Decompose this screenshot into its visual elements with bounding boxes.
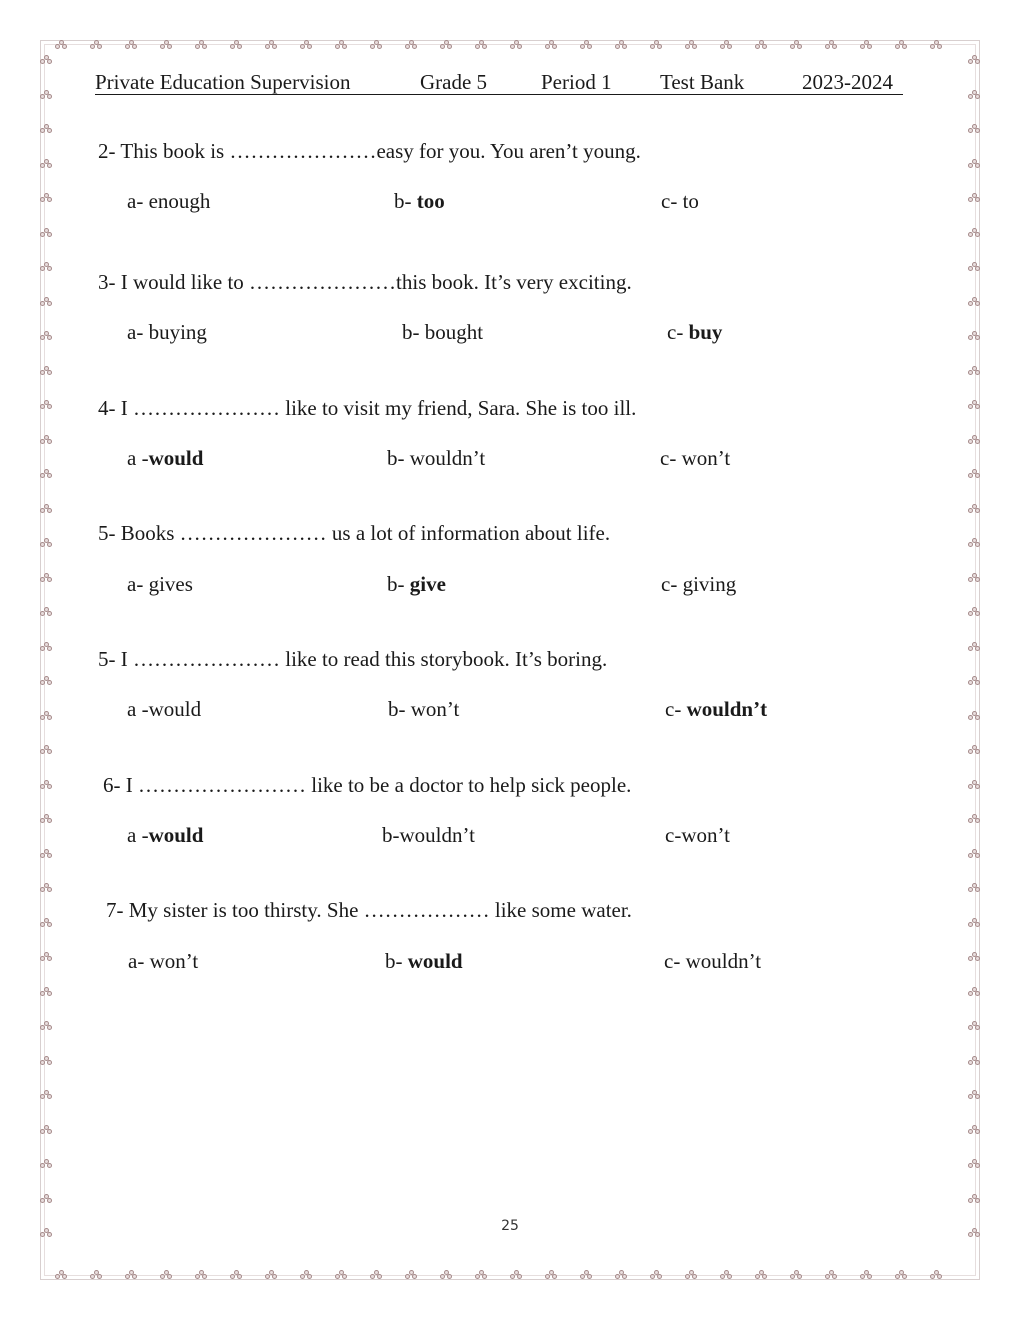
header-grade: Grade 5 [420, 70, 488, 94]
flower-ornament-icon [40, 90, 52, 100]
flower-ornament-icon [40, 814, 52, 824]
flower-ornament-icon [40, 780, 52, 790]
option-word-correct: would [148, 823, 204, 847]
option-a [127, 189, 210, 214]
flower-ornament-icon [968, 366, 980, 376]
flower-ornament-icon [968, 573, 980, 583]
option-b [385, 949, 463, 974]
flower-ornament-icon [968, 469, 980, 479]
flower-ornament-icon [968, 883, 980, 893]
header-period: Period 1 [541, 70, 612, 94]
flower-ornament-icon [40, 1194, 52, 1204]
flower-ornament-icon [968, 400, 980, 410]
flower-ornament-icon [968, 55, 980, 65]
option-word: would [148, 697, 202, 721]
question-5: 5- Books ………………… us a lot of information about life. [98, 521, 611, 545]
option-word: bought [424, 320, 484, 344]
flower-ornament-icon [40, 400, 52, 410]
flower-ornament-icon [335, 40, 347, 50]
flower-ornament-icon [650, 1270, 662, 1280]
flower-ornament-icon [475, 1270, 487, 1280]
flower-ornament-icon [40, 504, 52, 514]
option-c [661, 572, 736, 597]
flower-ornament-icon [40, 918, 52, 928]
option-prefix: a - [127, 446, 149, 470]
option-b [382, 823, 475, 848]
flower-ornament-icon [40, 1125, 52, 1135]
option-prefix: b- [388, 697, 411, 721]
flower-ornament-icon [790, 40, 802, 50]
flower-ornament-icon [860, 40, 872, 50]
flower-ornament-icon [40, 1090, 52, 1100]
flower-ornament-icon [510, 40, 522, 50]
option-b [387, 446, 485, 471]
flower-ornament-icon [720, 40, 732, 50]
flower-ornament-icon [40, 573, 52, 583]
flower-ornament-icon [968, 918, 980, 928]
flower-ornament-icon [440, 1270, 452, 1280]
question-2: 2- This book is …………………easy for you. You aren’t young. [98, 139, 641, 163]
option-word: gives [148, 572, 193, 596]
option-prefix: b- [394, 189, 417, 213]
flower-ornament-icon [968, 228, 980, 238]
option-word: wouldn’t [685, 949, 762, 973]
option-b [387, 572, 446, 597]
flower-ornament-icon [968, 1125, 980, 1135]
question-5b: 5- I ………………… like to read this storybook. It’s boring. [98, 647, 608, 671]
flower-ornament-icon [40, 607, 52, 617]
option-c [667, 320, 722, 345]
flower-ornament-icon [40, 159, 52, 169]
option-b [394, 189, 445, 214]
flower-ornament-icon [55, 1270, 67, 1280]
flower-ornament-icon [580, 40, 592, 50]
flower-ornament-icon [40, 193, 52, 203]
flower-ornament-icon [40, 1056, 52, 1066]
option-word: won’t [149, 949, 199, 973]
flower-ornament-icon [195, 1270, 207, 1280]
flower-ornament-icon [40, 745, 52, 755]
flower-ornament-icon [405, 40, 417, 50]
flower-ornament-icon [930, 1270, 942, 1280]
flower-ornament-icon [90, 40, 102, 50]
flower-ornament-icon [968, 90, 980, 100]
option-prefix: a - [127, 823, 149, 847]
option-a [128, 949, 198, 974]
flower-ornament-icon [265, 1270, 277, 1280]
option-prefix: c- [667, 320, 689, 344]
option-word-correct: would [407, 949, 463, 973]
flower-ornament-icon [895, 1270, 907, 1280]
flower-ornament-icon [40, 676, 52, 686]
flower-ornament-icon [370, 1270, 382, 1280]
option-prefix: a- [127, 320, 149, 344]
option-c [661, 189, 699, 214]
flower-ornament-icon [968, 435, 980, 445]
question-6: 6- I …………………… like to be a doctor to help sick people. [103, 773, 632, 797]
option-a [127, 320, 207, 345]
flower-ornament-icon [968, 1090, 980, 1100]
flower-ornament-icon [230, 1270, 242, 1280]
flower-ornament-icon [650, 40, 662, 50]
flower-ornament-icon [40, 366, 52, 376]
option-prefix: a- [128, 949, 150, 973]
flower-ornament-icon [968, 297, 980, 307]
flower-ornament-icon [685, 1270, 697, 1280]
option-b [402, 320, 483, 345]
flower-ornament-icon [968, 780, 980, 790]
option-prefix: c- [661, 572, 683, 596]
option-prefix: b- [387, 572, 410, 596]
flower-ornament-icon [968, 814, 980, 824]
flower-ornament-icon [968, 642, 980, 652]
option-prefix: b- [385, 949, 408, 973]
option-c [665, 823, 730, 848]
flower-ornament-icon [125, 1270, 137, 1280]
option-word-correct: too [416, 189, 445, 213]
option-word: won’t [681, 446, 731, 470]
flower-ornament-icon [968, 538, 980, 548]
flower-ornament-icon [860, 1270, 872, 1280]
option-c [664, 949, 761, 974]
header-org: Private Education Supervision [95, 70, 351, 94]
flower-ornament-icon [370, 40, 382, 50]
option-word-correct: give [409, 572, 446, 596]
option-prefix: c- [665, 823, 682, 847]
flower-ornament-icon [968, 124, 980, 134]
flower-ornament-icon [545, 40, 557, 50]
option-a [127, 446, 203, 471]
flower-ornament-icon [40, 987, 52, 997]
option-word: buying [148, 320, 207, 344]
option-a [127, 823, 203, 848]
option-word: to [682, 189, 699, 213]
flower-ornament-icon [160, 1270, 172, 1280]
flower-ornament-icon [335, 1270, 347, 1280]
flower-ornament-icon [968, 987, 980, 997]
flower-ornament-icon [510, 1270, 522, 1280]
option-c [665, 697, 767, 722]
flower-ornament-icon [300, 1270, 312, 1280]
question-4: 4- I ………………… like to visit my friend, Sara. She is too ill. [98, 396, 637, 420]
flower-ornament-icon [968, 1194, 980, 1204]
flower-ornament-icon [825, 40, 837, 50]
flower-ornament-icon [968, 331, 980, 341]
option-word: won’t [410, 697, 460, 721]
flower-ornament-icon [160, 40, 172, 50]
flower-ornament-icon [40, 262, 52, 272]
option-word-correct: buy [688, 320, 723, 344]
option-prefix: a- [127, 189, 149, 213]
flower-ornament-icon [968, 745, 980, 755]
option-prefix: c- [661, 189, 683, 213]
flower-ornament-icon [615, 40, 627, 50]
option-a [127, 572, 193, 597]
flower-ornament-icon [265, 40, 277, 50]
option-word: enough [148, 189, 211, 213]
flower-ornament-icon [40, 849, 52, 859]
question-7: 7- My sister is too thirsty. She ……………… like some water. [106, 898, 632, 922]
flower-ornament-icon [968, 676, 980, 686]
flower-ornament-icon [40, 711, 52, 721]
option-prefix: c- [664, 949, 686, 973]
flower-ornament-icon [90, 1270, 102, 1280]
flower-ornament-icon [720, 1270, 732, 1280]
flower-ornament-icon [968, 193, 980, 203]
flower-ornament-icon [40, 435, 52, 445]
option-prefix: a- [127, 572, 149, 596]
flower-ornament-icon [40, 1159, 52, 1169]
option-word: wouldn’t [399, 823, 475, 847]
flower-ornament-icon [40, 642, 52, 652]
option-a [127, 697, 201, 722]
flower-ornament-icon [968, 952, 980, 962]
flower-ornament-icon [55, 40, 67, 50]
flower-ornament-icon [790, 1270, 802, 1280]
option-prefix: b- [382, 823, 400, 847]
page-header [95, 70, 903, 95]
flower-ornament-icon [580, 1270, 592, 1280]
flower-ornament-icon [40, 538, 52, 548]
question-3: 3- I would like to …………………this book. It’s very exciting. [98, 270, 632, 294]
option-prefix: b- [387, 446, 410, 470]
flower-ornament-icon [895, 40, 907, 50]
option-word: giving [682, 572, 737, 596]
page-number: 25 [501, 1218, 519, 1234]
flower-ornament-icon [968, 607, 980, 617]
flower-ornament-icon [615, 1270, 627, 1280]
flower-ornament-icon [40, 124, 52, 134]
option-word: won’t [681, 823, 730, 847]
flower-ornament-icon [230, 40, 242, 50]
flower-ornament-icon [825, 1270, 837, 1280]
flower-ornament-icon [968, 849, 980, 859]
flower-ornament-icon [405, 1270, 417, 1280]
option-word-correct: would [148, 446, 204, 470]
header-bank: Test Bank [660, 70, 745, 94]
flower-ornament-icon [968, 1021, 980, 1031]
flower-ornament-icon [195, 40, 207, 50]
flower-ornament-icon [685, 40, 697, 50]
option-prefix: c- [660, 446, 682, 470]
flower-ornament-icon [40, 331, 52, 341]
flower-ornament-icon [40, 297, 52, 307]
flower-ornament-icon [40, 469, 52, 479]
option-b [388, 697, 459, 722]
flower-ornament-icon [40, 952, 52, 962]
flower-ornament-icon [440, 40, 452, 50]
flower-ornament-icon [40, 55, 52, 65]
flower-ornament-icon [475, 40, 487, 50]
flower-ornament-icon [755, 1270, 767, 1280]
header-year: 2023-2024 [802, 70, 893, 94]
flower-ornament-icon [40, 883, 52, 893]
flower-ornament-icon [545, 1270, 557, 1280]
flower-ornament-icon [968, 711, 980, 721]
flower-ornament-icon [968, 1159, 980, 1169]
option-c [660, 446, 730, 471]
option-word-correct: wouldn’t [686, 697, 768, 721]
flower-ornament-icon [968, 262, 980, 272]
flower-ornament-icon [755, 40, 767, 50]
flower-ornament-icon [968, 159, 980, 169]
flower-ornament-icon [930, 40, 942, 50]
option-word: wouldn’t [409, 446, 486, 470]
option-prefix: c- [665, 697, 687, 721]
flower-ornament-icon [125, 40, 137, 50]
option-prefix: b- [402, 320, 425, 344]
flower-ornament-icon [968, 1056, 980, 1066]
flower-ornament-icon [40, 1021, 52, 1031]
option-prefix: a - [127, 697, 149, 721]
flower-ornament-icon [300, 40, 312, 50]
flower-ornament-icon [968, 504, 980, 514]
flower-ornament-icon [40, 228, 52, 238]
